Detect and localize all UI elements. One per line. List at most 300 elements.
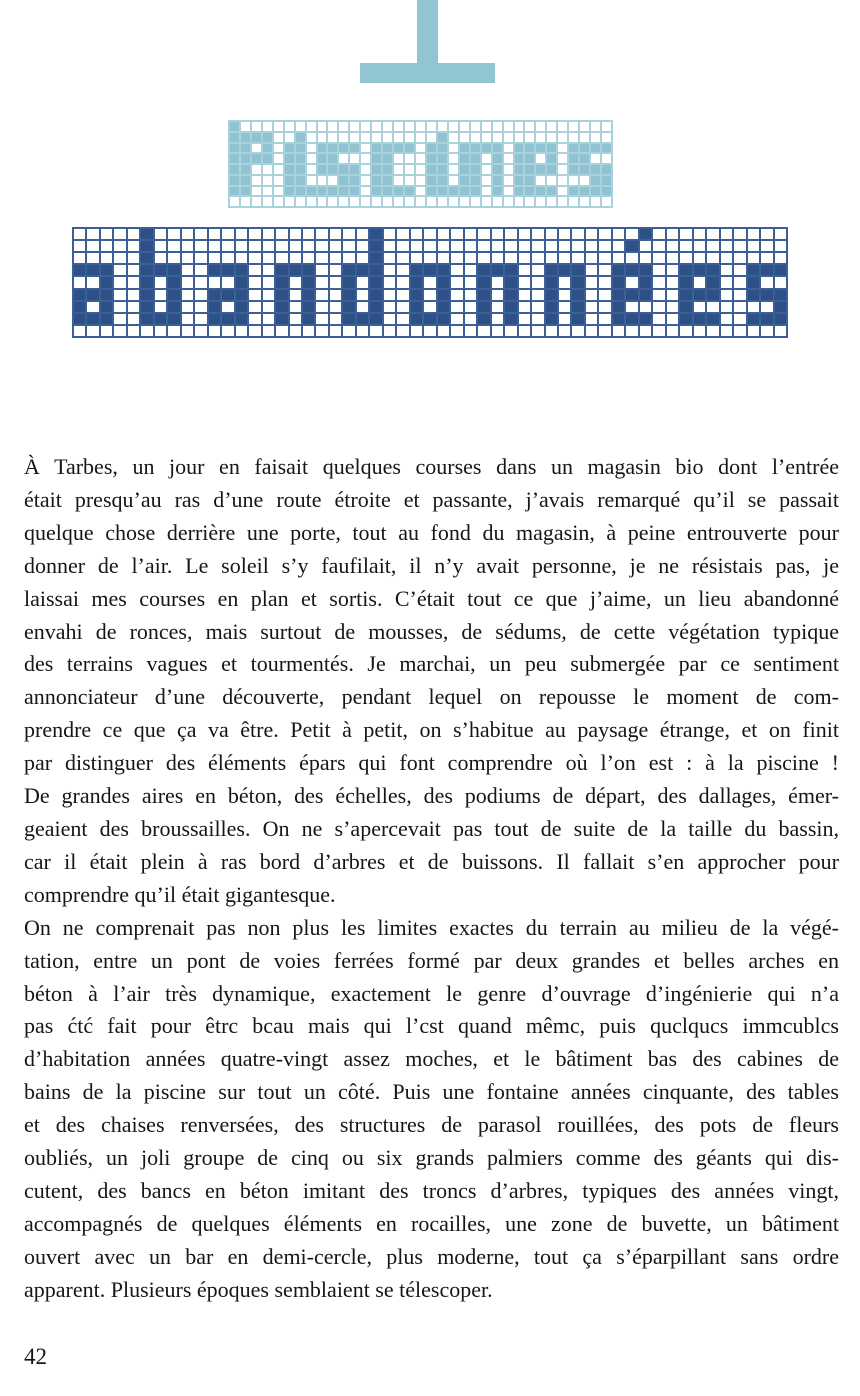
pixel-cell [241,197,250,206]
pixel-cell [168,229,179,239]
pixel-cell [394,144,403,153]
pixel-cell [87,253,98,263]
pixel-cell [141,229,152,239]
pixel-cell [451,241,462,251]
body-line: envahi de ronces, mais surtout de mousses, de sédums, de cette végétation typique [24,618,839,644]
pixel-cell [274,133,283,142]
pixel-cell [465,290,476,300]
pixel-cell [438,326,449,336]
pixel-cell [290,277,301,287]
pixel-cell [168,326,179,336]
pixel-cell [372,197,381,206]
pixel-cell [748,277,759,287]
pixel-cell [307,144,316,153]
pixel-cell [101,265,112,275]
pixel-cell [209,326,220,336]
pixel-cell [721,326,732,336]
pixel-cell [580,176,589,185]
pixel-cell [667,326,678,336]
pixel-cell [471,187,480,196]
pixel-cell [168,253,179,263]
pixel-cell [482,197,491,206]
pixel-cell [316,314,327,324]
pixel-cell [586,277,597,287]
pixel-cell [416,176,425,185]
pixel-cell [296,187,305,196]
pixel-cell [460,122,469,131]
pixel-cell [230,197,239,206]
pixel-cell [449,197,458,206]
pixel-cell [357,302,368,312]
pixel-cell [236,290,247,300]
pixel-cell [405,176,414,185]
pixel-cell [330,302,341,312]
pixel-cell [748,326,759,336]
pixel-cell [471,122,480,131]
pixel-cell [519,290,530,300]
pixel-cell [230,122,239,131]
pixel-cell [263,241,274,251]
pixel-cell [680,241,691,251]
pixel-cell [580,154,589,163]
pixel-cell [328,122,337,131]
pixel-cell [316,241,327,251]
pixel-cell [569,165,578,174]
pixel-cell [405,165,414,174]
tee-decoration-bar [360,63,495,83]
pixel-cell [734,302,745,312]
pixel-cell [449,133,458,142]
pixel-cell [230,144,239,153]
pixel-cell [465,326,476,336]
pixel-cell [285,197,294,206]
pixel-cell [653,277,664,287]
pixel-cell [416,187,425,196]
pixel-cell [460,133,469,142]
pixel-cell [438,154,447,163]
body-line: béton à l’air très dynamique, exactement le genre d’ouvrage d’ingénierie qui n’a [24,980,839,1006]
pixel-cell [694,229,705,239]
pixel-cell [613,302,624,312]
pixel-cell [263,176,272,185]
pixel-cell [416,197,425,206]
pixel-cell [519,277,530,287]
pixel-cell [591,133,600,142]
pixel-cell [482,176,491,185]
pixel-cell [236,265,247,275]
pixel-cell [559,302,570,312]
pixel-cell [330,229,341,239]
pixel-cell [249,241,260,251]
pixel-cell [249,326,260,336]
pixel-cell [515,165,524,174]
pixel-cell [394,165,403,174]
pixel-cell [87,277,98,287]
pixel-cell [316,302,327,312]
pixel-cell [427,154,436,163]
pixel-cell [694,241,705,251]
pixel-cell [580,122,589,131]
pixel-cell [343,277,354,287]
pixel-cell [74,253,85,263]
pixel-cell [471,144,480,153]
pixel-cell [640,314,651,324]
pixel-cell [87,265,98,275]
pixel-cell [101,229,112,239]
pixel-cell [263,290,274,300]
pixel-cell [761,253,772,263]
pixel-cell [492,229,503,239]
pixel-cell [405,187,414,196]
pixel-cell [558,154,567,163]
pixel-cell [580,133,589,142]
pixel-cell [274,154,283,163]
pixel-cell [350,133,359,142]
pixel-cell [296,144,305,153]
pixel-cell [296,122,305,131]
pixel-cell [525,197,534,206]
pixel-cell [465,277,476,287]
pixel-cell [303,229,314,239]
pixel-cell [492,265,503,275]
pixel-cell [209,314,220,324]
pixel-cell [586,302,597,312]
pixel-cell [707,277,718,287]
pixel-cell [357,241,368,251]
pixel-cell [182,326,193,336]
pixel-cell [504,133,513,142]
pixel-cell [328,133,337,142]
pixel-cell [361,154,370,163]
pixel-cell [424,302,435,312]
pixel-cell [536,133,545,142]
pixel-cell [114,290,125,300]
pixel-cell [493,165,502,174]
body-line: annonciateur d’une découverte, pendant lequel on repousse le moment de com- [24,684,839,710]
pixel-cell [559,314,570,324]
pixel-cell [438,302,449,312]
pixel-cell [307,176,316,185]
pixel-cell [569,122,578,131]
pixel-cell [572,326,583,336]
pixel-cell [626,302,637,312]
pixel-cell [734,290,745,300]
pixel-cell [572,290,583,300]
pixel-cell [397,253,408,263]
pixel-cell [460,176,469,185]
pixel-cell [492,326,503,336]
pixel-cell [707,326,718,336]
pixel-cell [357,326,368,336]
pixel-cell [424,277,435,287]
pixel-cell [252,122,261,131]
pixel-cell [558,122,567,131]
pixel-cell [748,302,759,312]
pixel-cell [438,165,447,174]
pixel-cell [128,302,139,312]
pixel-cell [707,253,718,263]
pixel-cell [734,253,745,263]
pixel-cell [330,253,341,263]
pixel-cell [721,314,732,324]
pixel-cell [296,176,305,185]
pixel-cell [465,241,476,251]
pixel-cell [370,290,381,300]
pixel-cell [168,302,179,312]
pixel-cell [572,302,583,312]
pixel-cell [343,265,354,275]
pixel-cell [640,229,651,239]
pixel-cell [383,144,392,153]
pixel-cell [532,241,543,251]
pixel-cell [547,133,556,142]
pixel-cell [397,314,408,324]
pixel-cell [451,326,462,336]
pixel-cell [451,314,462,324]
body-line: laissai mes courses en plan et sortis. C’était tout ce que j’aime, un lieu abandonné [24,585,839,611]
pixel-cell [505,326,516,336]
pixel-cell [460,197,469,206]
pixel-cell [372,122,381,131]
pixel-cell [547,122,556,131]
pixel-cell [569,133,578,142]
pixel-cell [397,241,408,251]
pixel-cell [128,314,139,324]
pixel-cell [707,229,718,239]
pixel-cell [613,326,624,336]
pixel-cell [558,187,567,196]
pixel-cell [478,229,489,239]
pixel-cell [384,302,395,312]
pixel-cell [411,290,422,300]
pixel-cell [707,302,718,312]
pixel-cell [775,326,786,336]
pixel-cell [241,154,250,163]
pixel-cell [519,314,530,324]
pixel-cell [343,314,354,324]
pixel-cell [343,302,354,312]
pixel-cell [438,277,449,287]
pixel-cell [236,277,247,287]
body-line: comprendre qu’il était gigantesque. [24,881,336,907]
pixel-cell [626,314,637,324]
pixel-cell [252,133,261,142]
pixel-cell [372,176,381,185]
pixel-cell [303,326,314,336]
pixel-cell [427,197,436,206]
pixel-cell [155,241,166,251]
body-line: oubliés, un joli groupe de cinq ou six grands palmiers comme des géants qui dis- [24,1145,839,1171]
pixel-cell [370,241,381,251]
pixel-cell [536,122,545,131]
pixel-cell [667,290,678,300]
pixel-cell [182,229,193,239]
pixel-cell [478,302,489,312]
pixel-cell [493,133,502,142]
pixel-cell [263,229,274,239]
pixel-cell [141,277,152,287]
pixel-cell [397,326,408,336]
pixel-cell [263,197,272,206]
pixel-cell [519,241,530,251]
pixel-cell [361,165,370,174]
pixel-cell [667,229,678,239]
pixel-cell [449,144,458,153]
pixel-cell [721,241,732,251]
pixel-cell [384,290,395,300]
pixel-cell [465,265,476,275]
pixel-cell [195,302,206,312]
pixel-cell [316,290,327,300]
pixel-cell [370,265,381,275]
pixel-cell [721,229,732,239]
pixel-cell [591,187,600,196]
pixel-title-piscines [228,120,613,208]
pixel-cell [569,144,578,153]
pixel-cell [236,314,247,324]
pixel-cell [101,277,112,287]
pixel-cell [546,229,557,239]
pixel-cell [155,302,166,312]
pixel-cell [546,241,557,251]
pixel-cell [559,277,570,287]
pixel-cell [640,265,651,275]
pixel-cell [328,154,337,163]
pixel-cell [209,253,220,263]
pixel-cell [515,122,524,131]
pixel-cell [761,326,772,336]
pixel-cell [653,326,664,336]
pixel-cell [515,144,524,153]
pixel-cell [460,154,469,163]
pixel-cell [775,253,786,263]
pixel-cell [263,122,272,131]
pixel-cell [339,187,348,196]
pixel-cell [451,229,462,239]
pixel-cell [222,277,233,287]
pixel-cell [361,133,370,142]
pixel-cell [303,314,314,324]
pixel-cell [626,241,637,251]
pixel-cell [276,253,287,263]
pixel-cell [343,241,354,251]
pixel-cell [343,326,354,336]
pixel-cell [492,314,503,324]
pixel-cell [546,326,557,336]
pixel-cell [307,133,316,142]
pixel-cell [74,314,85,324]
pixel-cell [182,253,193,263]
page-number: 42 [24,1344,47,1369]
pixel-cell [667,277,678,287]
body-line: quelque chose derrière une porte, tout au fond du magasin, à peine entrouverte pour [24,519,839,545]
pixel-cell [263,314,274,324]
pixel-cell [252,154,261,163]
pixel-cell [558,144,567,153]
pixel-cell [599,314,610,324]
pixel-cell [252,187,261,196]
pixel-cell [114,277,125,287]
pixel-cell [602,176,611,185]
pixel-cell [591,197,600,206]
pixel-cell [290,314,301,324]
pixel-cell [195,241,206,251]
pixel-cell [602,133,611,142]
pixel-cell [546,302,557,312]
pixel-cell [307,197,316,206]
pixel-cell [438,265,449,275]
pixel-cell [357,253,368,263]
pixel-cell [505,241,516,251]
pixel-cell [626,326,637,336]
pixel-cell [290,265,301,275]
pixel-cell [290,229,301,239]
pixel-cell [515,133,524,142]
pixel-cell [87,302,98,312]
pixel-cell [236,241,247,251]
pixel-cell [465,253,476,263]
pixel-cell [155,314,166,324]
pixel-cell [653,314,664,324]
pixel-cell [328,165,337,174]
pixel-cell [339,154,348,163]
pixel-cell [451,290,462,300]
pixel-cell [532,265,543,275]
body-line: était presqu’au ras d’une route étroite et passante, j’avais remarqué qu’il se passait [24,486,839,512]
pixel-cell [274,144,283,153]
pixel-cell [775,290,786,300]
pixel-cell [318,165,327,174]
pixel-cell [296,197,305,206]
pixel-title-abandonnees [72,227,788,338]
pixel-cell [734,241,745,251]
pixel-cell [465,229,476,239]
pixel-cell [370,326,381,336]
pixel-cell [74,277,85,287]
pixel-cell [357,290,368,300]
pixel-cell [383,187,392,196]
pixel-cell [694,302,705,312]
pixel-cell [493,144,502,153]
pixel-cell [195,314,206,324]
pixel-cell [316,253,327,263]
pixel-cell [493,122,502,131]
pixel-cell [397,290,408,300]
pixel-cell [141,302,152,312]
pixel-cell [230,165,239,174]
pixel-cell [667,241,678,251]
pixel-cell [465,302,476,312]
pixel-cell [492,302,503,312]
pixel-cell [411,253,422,263]
pixel-cell [350,176,359,185]
pixel-cell [569,187,578,196]
pixel-cell [416,144,425,153]
pixel-cell [249,290,260,300]
pixel-cell [128,253,139,263]
pixel-cell [505,290,516,300]
pixel-cell [519,265,530,275]
pixel-cell [343,229,354,239]
pixel-cell [383,197,392,206]
pixel-cell [580,187,589,196]
pixel-cell [640,253,651,263]
pixel-cell [252,197,261,206]
pixel-cell [653,253,664,263]
pixel-cell [303,277,314,287]
pixel-cell [141,314,152,324]
pixel-cell [438,229,449,239]
